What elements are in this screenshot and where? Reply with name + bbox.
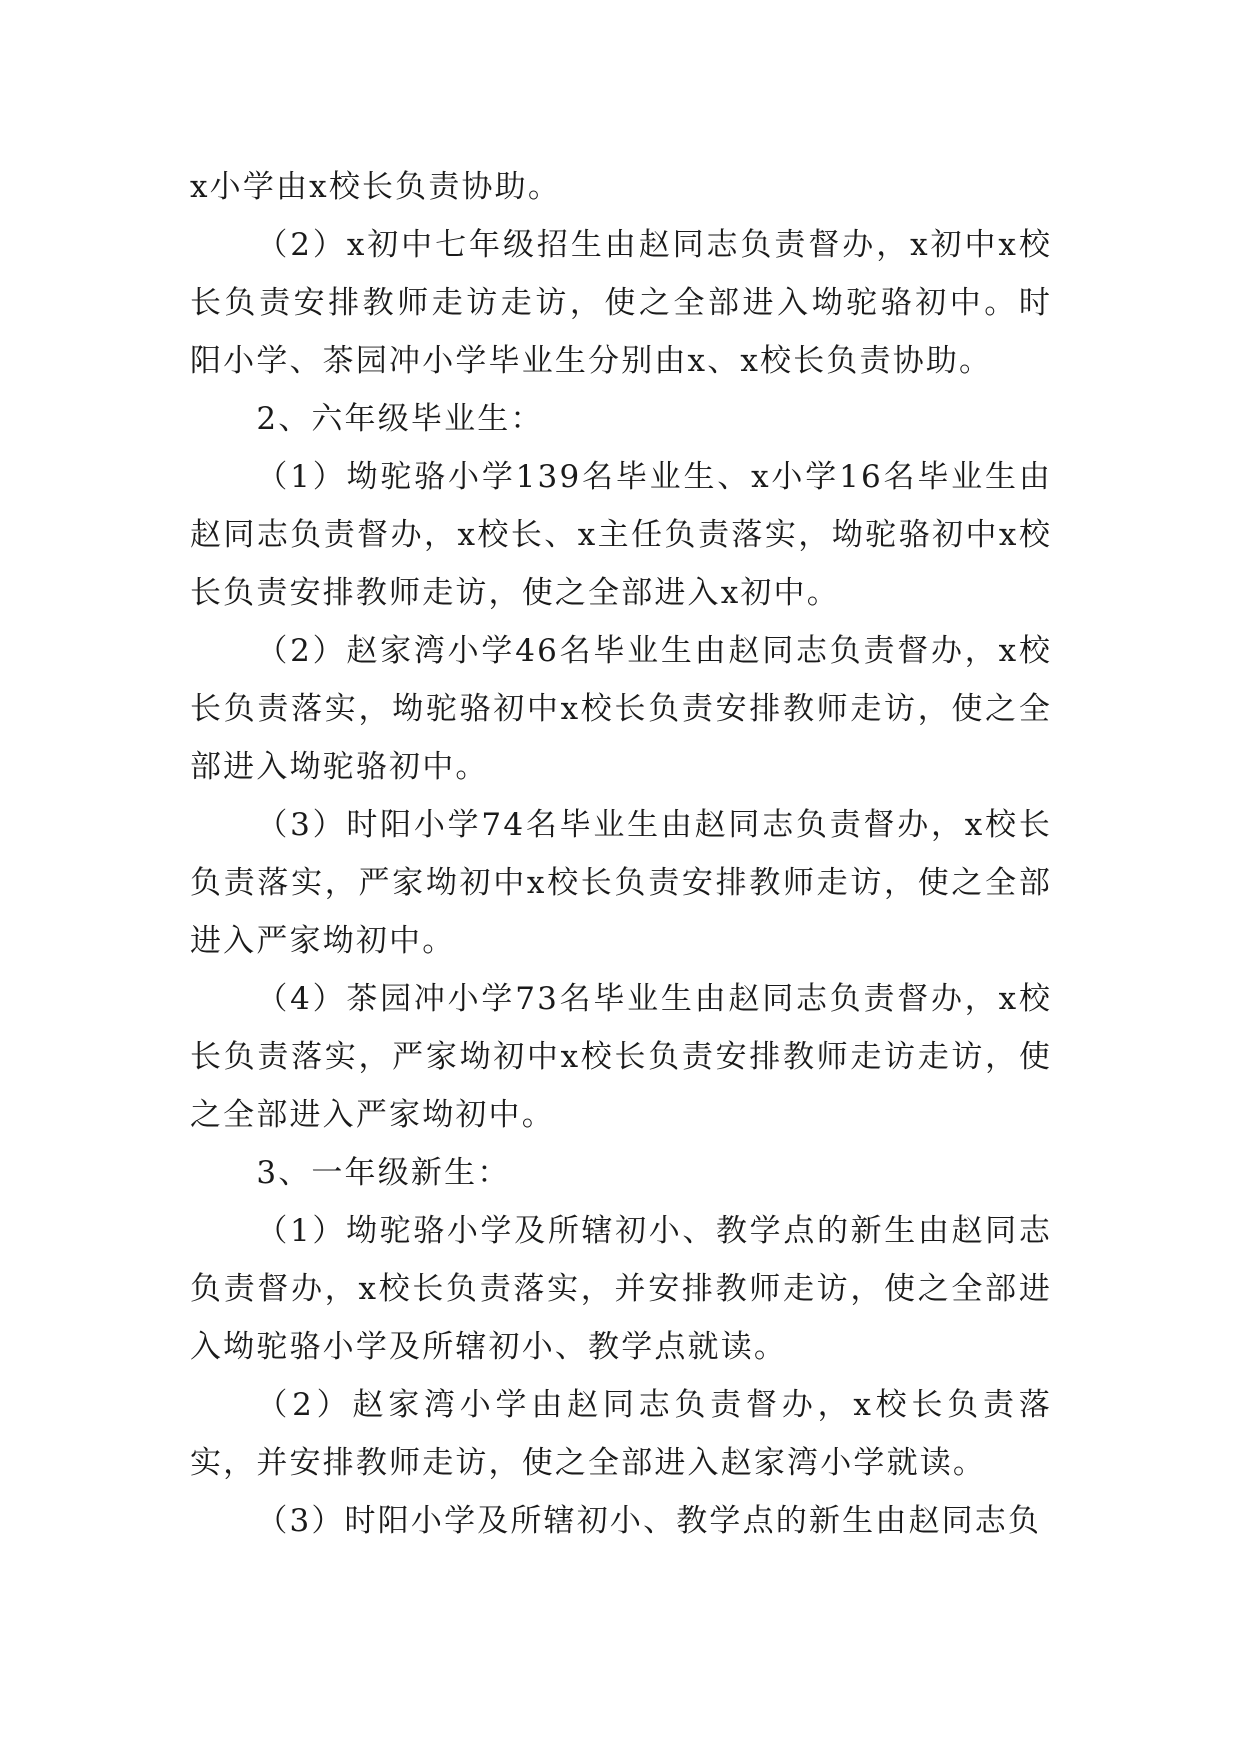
section-heading: 2、六年级毕业生： (256, 401, 544, 437)
paragraph-item: （2）x初中七年级招生由赵同志负责督办，x初中x校长负责安排教师走访走访，使之全部进入坳驼骆初中。时阳小学、茶园冲小学毕业生分别由x、x校长负责协助。 (190, 227, 1052, 379)
paragraph-item: （2）赵家湾小学46名毕业生由赵同志负责督办，x校长负责落实，坳驼骆初中x校长负责安排教师走访，使之全部进入坳驼骆初中。 (190, 633, 1052, 785)
paragraph-item: （1）坳驼骆小学及所辖初小、教学点的新生由赵同志负责督办，x校长负责落实，并安排教师走访，使之全部进入坳驼骆小学及所辖初小、教学点就读。 (190, 1213, 1052, 1365)
document-body (190, 158, 1052, 1550)
paragraph-item: （4）茶园冲小学73名毕业生由赵同志负责督办，x校长负责落实，严家坳初中x校长负责安排教师走访走访，使之全部进入严家坳初中。 (190, 981, 1052, 1133)
paragraph-continuation: x小学由x校长负责协助。 (190, 169, 562, 205)
section-heading: 3、一年级新生： (256, 1155, 511, 1191)
paragraph-item: （2）赵家湾小学由赵同志负责督办，x校长负责落实，并安排教师走访，使之全部进入赵家湾小学就读。 (190, 1387, 1052, 1481)
paragraph-item: （3）时阳小学及所辖初小、教学点的新生由赵同志负 (256, 1503, 1042, 1539)
paragraph-item: （3）时阳小学74名毕业生由赵同志负责督办，x校长负责落实，严家坳初中x校长负责安排教师走访，使之全部进入严家坳初中。 (190, 807, 1052, 959)
paragraph-item: （1）坳驼骆小学139名毕业生、x小学16名毕业生由赵同志负责督办，x校长、x主任负责落实，坳驼骆初中x校长负责安排教师走访，使之全部进入x初中。 (190, 459, 1052, 611)
